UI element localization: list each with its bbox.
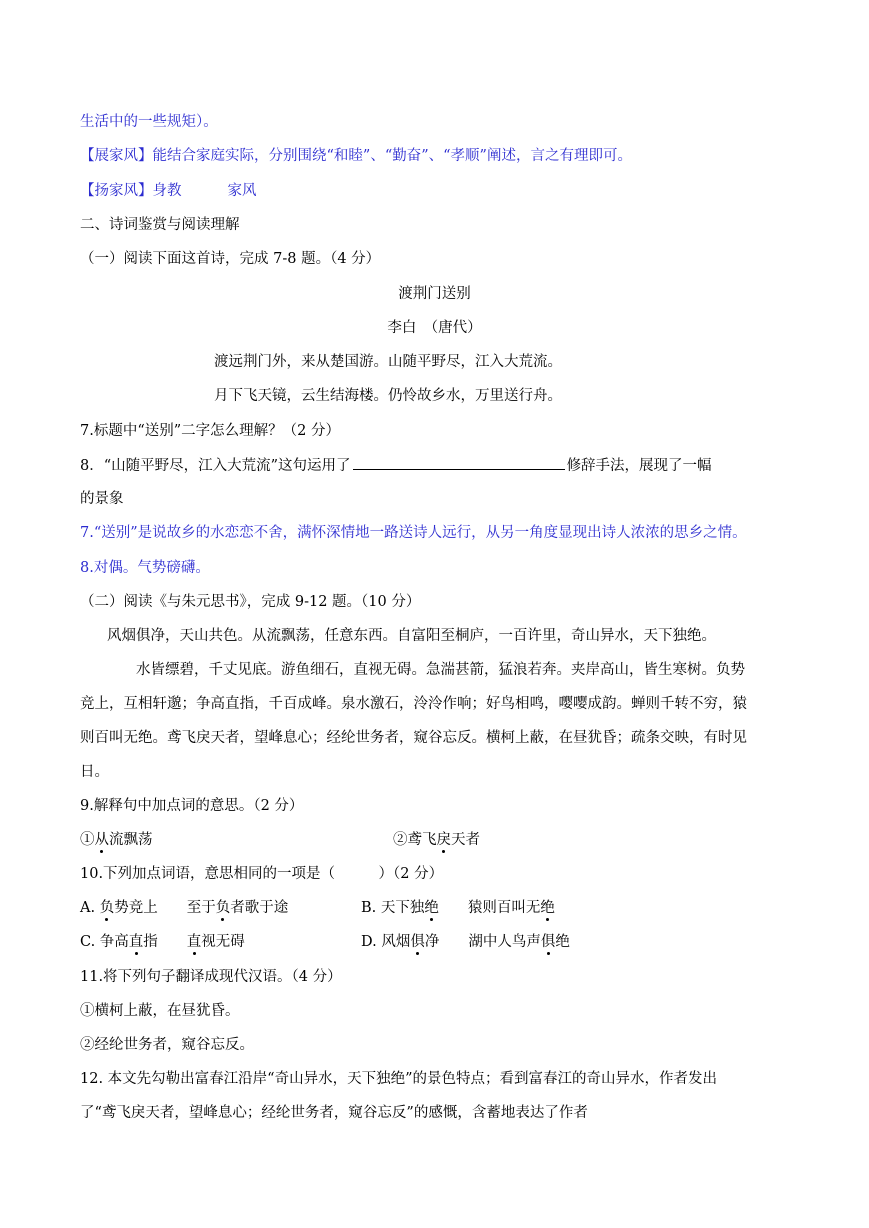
passage-para-2-line-2: 竞上，互相轩邈；争高直指，千百成峰。泉水激石，泠泠作响；好鸟相鸣，嘤嘤成韵。蝉则千转不穷，猿 [80, 696, 747, 712]
question-11: 11.将下列句子翻译成现代汉语。（4 分） [80, 969, 342, 985]
dotted-char: 绝 [540, 900, 555, 916]
passage-para-2-line-4: 日。 [80, 764, 109, 780]
q9-item-2-pre: ②鸢飞 [393, 832, 437, 848]
option-text: 视无碍 [201, 934, 245, 950]
option-c[interactable] [80, 934, 245, 950]
poem-author: 李白 （唐代） [387, 320, 482, 336]
option-text: 净 湖中人鸟声 [424, 934, 541, 950]
q9-item-1-num: ① [80, 832, 95, 848]
dotted-char: 俱 [410, 934, 425, 950]
dotted-char: 俱 [540, 934, 556, 950]
question-12-line-1: 12. 本文先勾勒出富春江沿岸“奇山异水，天下独绝”的景色特点；看到富春江的奇山异水，作者发出 [80, 1071, 717, 1087]
answer-zhan-jiafeng: 【展家风】能结合家庭实际，分别围绕“和睦”、“勤奋”、“孝顺”阐述，言之有理即可。 [80, 148, 632, 164]
option-text: 势竞上 至于 [114, 900, 216, 916]
option-text: D. 风烟 [361, 934, 411, 950]
answer-yang-a: 【扬家风】身教 [80, 183, 182, 199]
option-text: 者歌于途 [230, 900, 289, 916]
option-text: 指 [143, 934, 187, 950]
option-d[interactable] [361, 932, 570, 952]
answer-8: 8.对偶。气势磅礴。 [80, 560, 210, 576]
question-9-items [80, 830, 480, 850]
option-text: 猿则百叫无 [438, 900, 541, 916]
poem-title: 渡荆门送别 [398, 286, 471, 302]
q9-item-2 [393, 830, 480, 850]
q9-item-2-rest: 天者 [451, 832, 480, 848]
question-8-text-b: 修辞手法，展现了一幅 [566, 458, 712, 474]
q9-dotted-char-2: 戾 [436, 832, 451, 848]
question-8-text-a: 8．“山随平野尽，江入大荒流”这句运用了 [80, 458, 351, 474]
option-text: A. [80, 900, 100, 916]
option-a[interactable] [80, 900, 288, 916]
question-7: 7.标题中“送别”二字怎么理解？（2 分） [80, 423, 340, 439]
q9-item-1-rest: 流飘荡 [109, 832, 153, 848]
answer-blank[interactable] [353, 455, 565, 470]
passage-para-2-line-3: 则百叫无绝。鸢飞戾天者，望峰息心；经纶世务者，窥谷忘反。横柯上蔽，在昼犹昏；疏条交映，有时见 [80, 730, 747, 746]
answer-yang-jiafeng [80, 181, 257, 201]
poem-line-2: 月下飞天镜，云生结海楼。仍怜故乡水，万里送行舟。 [214, 388, 562, 404]
passage-para-1: 风烟俱净，天山共色。从流飘荡，任意东西。自富阳至桐庐，一百许里，奇山异水，天下独绝。 [107, 628, 716, 644]
part-2-instruction: （二）阅读《与朱元思书》，完成 9-12 题。（10 分） [80, 594, 421, 610]
part-1-instruction: （一）阅读下面这首诗，完成 7-8 题。（4 分） [80, 251, 381, 267]
options-c-d [80, 932, 570, 952]
option-b[interactable] [361, 898, 555, 918]
dotted-char: 负 [99, 900, 115, 916]
question-11-item-2: ②经纶世务者，窥谷忘反。 [80, 1037, 254, 1053]
question-8-continued: 的景象 [80, 491, 124, 507]
answer-line-rules: 生活中的一些规矩）。 [80, 114, 218, 130]
question-8 [80, 455, 712, 476]
option-text: C. 争高 [80, 934, 129, 950]
answer-7: 7.“送别”是说故乡的水恋恋不舍，满怀深情地一路送诗人远行，从另一角度显现出诗人浓浓的思乡之情。 [80, 525, 747, 541]
question-10: 10.下列加点词语，意思相同的一项是（ ）（2 分） [80, 866, 444, 882]
options-a-b [80, 898, 555, 918]
dotted-char: 直 [128, 934, 144, 950]
question-11-item-1: ①横柯上蔽，在昼犹昏。 [80, 1003, 240, 1019]
option-text: B. 天下独 [361, 900, 425, 916]
q9-dotted-char-1: 从 [94, 832, 109, 848]
dotted-char: 直 [186, 934, 202, 950]
answer-yang-b: 家风 [227, 183, 257, 199]
poem-line-1: 渡远荆门外，来从楚国游。山随平野尽，江入大荒流。 [214, 354, 562, 370]
dotted-char: 绝 [424, 900, 439, 916]
section-heading-2: 二、诗词鉴赏与阅读理解 [80, 217, 240, 233]
option-text: 绝 [555, 934, 570, 950]
passage-para-2-line-1: 水皆缥碧，千丈见底。游鱼细石，直视无碍。急湍甚箭，猛浪若奔。夹岸高山，皆生寒树。负势 [136, 662, 745, 678]
dotted-char: 负 [215, 900, 231, 916]
question-12-line-2: 了“鸢飞戾天者，望峰息心；经纶世务者，窥谷忘反”的感慨，含蓄地表达了作者 [80, 1105, 588, 1121]
question-9: 9.解释句中加点词的意思。（2 分） [80, 798, 304, 814]
